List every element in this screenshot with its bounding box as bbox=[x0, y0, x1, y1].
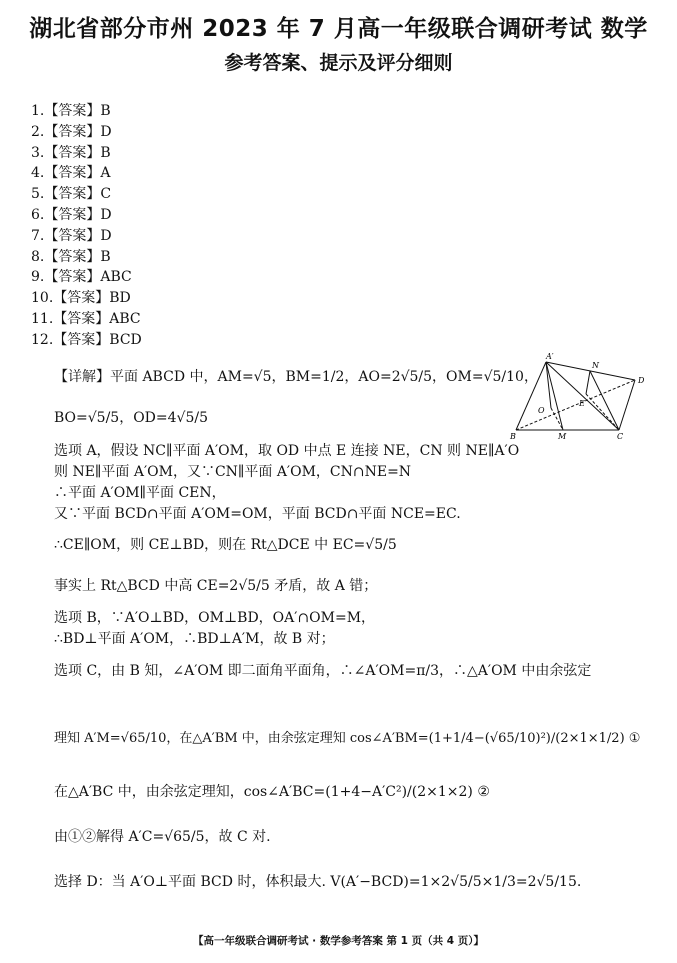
figure-label-a: A′ bbox=[546, 352, 554, 361]
detail-line-3: 选项 A，假设 NC∥平面 A′OM，取 OD 中点 E 连接 NE，CN 则 NE∥A′O bbox=[54, 443, 520, 459]
figure-label-m: M bbox=[558, 432, 567, 441]
detail-line-6: 又∵平面 BCD∩平面 A′OM=OM，平面 BCD∩平面 NCE=EC. bbox=[54, 506, 461, 522]
detail-line-9: 选项 B，∵A′O⊥BD，OM⊥BD，OA′∩OM=M， bbox=[54, 610, 376, 626]
answer-row: 8.【答案】B bbox=[31, 248, 111, 265]
detail-line-11: 选项 C，由 B 知，∠A′OM 即二面角平面角，∴∠A′OM=π/3，∴△A′OM 中由余弦定 bbox=[54, 663, 592, 679]
page-title: 湖北省部分市州 2023 年 7 月高一年级联合调研考试 数学 bbox=[29, 16, 648, 42]
figure-label-c: C bbox=[617, 432, 624, 441]
answer-row: 3.【答案】B bbox=[31, 144, 111, 161]
answer-row: 6.【答案】D bbox=[31, 206, 112, 223]
answer-row: 10.【答案】BD bbox=[31, 290, 131, 307]
figure-label-e: E bbox=[579, 399, 585, 408]
detail-line-14: 由①②解得 A′C=√65/5，故 C 对. bbox=[54, 829, 271, 845]
answer-row: 4.【答案】A bbox=[31, 165, 111, 182]
detail-line-15: 选择 D：当 A′O⊥平面 BCD 时，体积最大. V(A′−BCD)=1×2√5/5×1/3=2√5/15. bbox=[54, 874, 582, 890]
answer-row: 5.【答案】C bbox=[31, 186, 112, 203]
detail-line-12: 理知 A′M=√65/10，在△A′BM 中，由余弦定理知 cos∠A′BM=(1+1/4−(√65/10)²)/(2×1×1/2) ① bbox=[54, 731, 641, 746]
answer-row: 7.【答案】D bbox=[31, 227, 112, 244]
figure-label-n: N bbox=[592, 361, 599, 370]
answer-row: 9.【答案】ABC bbox=[31, 269, 132, 286]
answer-row: 11.【答案】ABC bbox=[31, 310, 141, 327]
figure-label-o: O bbox=[538, 406, 545, 415]
detail-line-10: ∴BD⊥平面 A′OM，∴BD⊥A′M，故 B 对； bbox=[54, 631, 335, 647]
detail-line-8: 事实上 Rt△BCD 中高 CE=2√5/5 矛盾，故 A 错； bbox=[54, 578, 378, 594]
detail-line-13: 在△A′BC 中，由余弦定理知，cos∠A′BC=(1+4−A′C²)/(2×1×2) ② bbox=[54, 784, 490, 800]
detail-line-7: ∴CE∥OM，则 CE⊥BD，则在 Rt△DCE 中 EC=√5/5 bbox=[54, 537, 397, 553]
page-subtitle: 参考答案、提示及评分细则 bbox=[224, 52, 453, 74]
answer-row: 2.【答案】D bbox=[31, 123, 112, 140]
detail-line-2: BO=√5/5，OD=4√5/5 bbox=[54, 410, 208, 426]
figure-label-b: B bbox=[510, 432, 516, 441]
figure-label-d: D bbox=[638, 376, 645, 385]
geometry-figure bbox=[508, 350, 660, 442]
page-footer: 【高一年级联合调研考试 · 数学参考答案 第 1 页（共 4 页）】 bbox=[193, 935, 484, 947]
detail-line-5: ∴平面 A′OM∥平面 CEN， bbox=[54, 485, 226, 501]
answer-row: 12.【答案】BCD bbox=[31, 331, 142, 348]
detail-line-4: 则 NE∥平面 A′OM，又∵CN∥平面 A′OM，CN∩NE=N bbox=[54, 464, 412, 480]
answer-list bbox=[31, 101, 142, 351]
detail-line-1: 【详解】平面 ABCD 中，AM=√5，BM=1/2，AO=2√5/5，OM=√5/10， bbox=[54, 369, 538, 385]
answer-row: 1.【答案】B bbox=[31, 103, 111, 119]
